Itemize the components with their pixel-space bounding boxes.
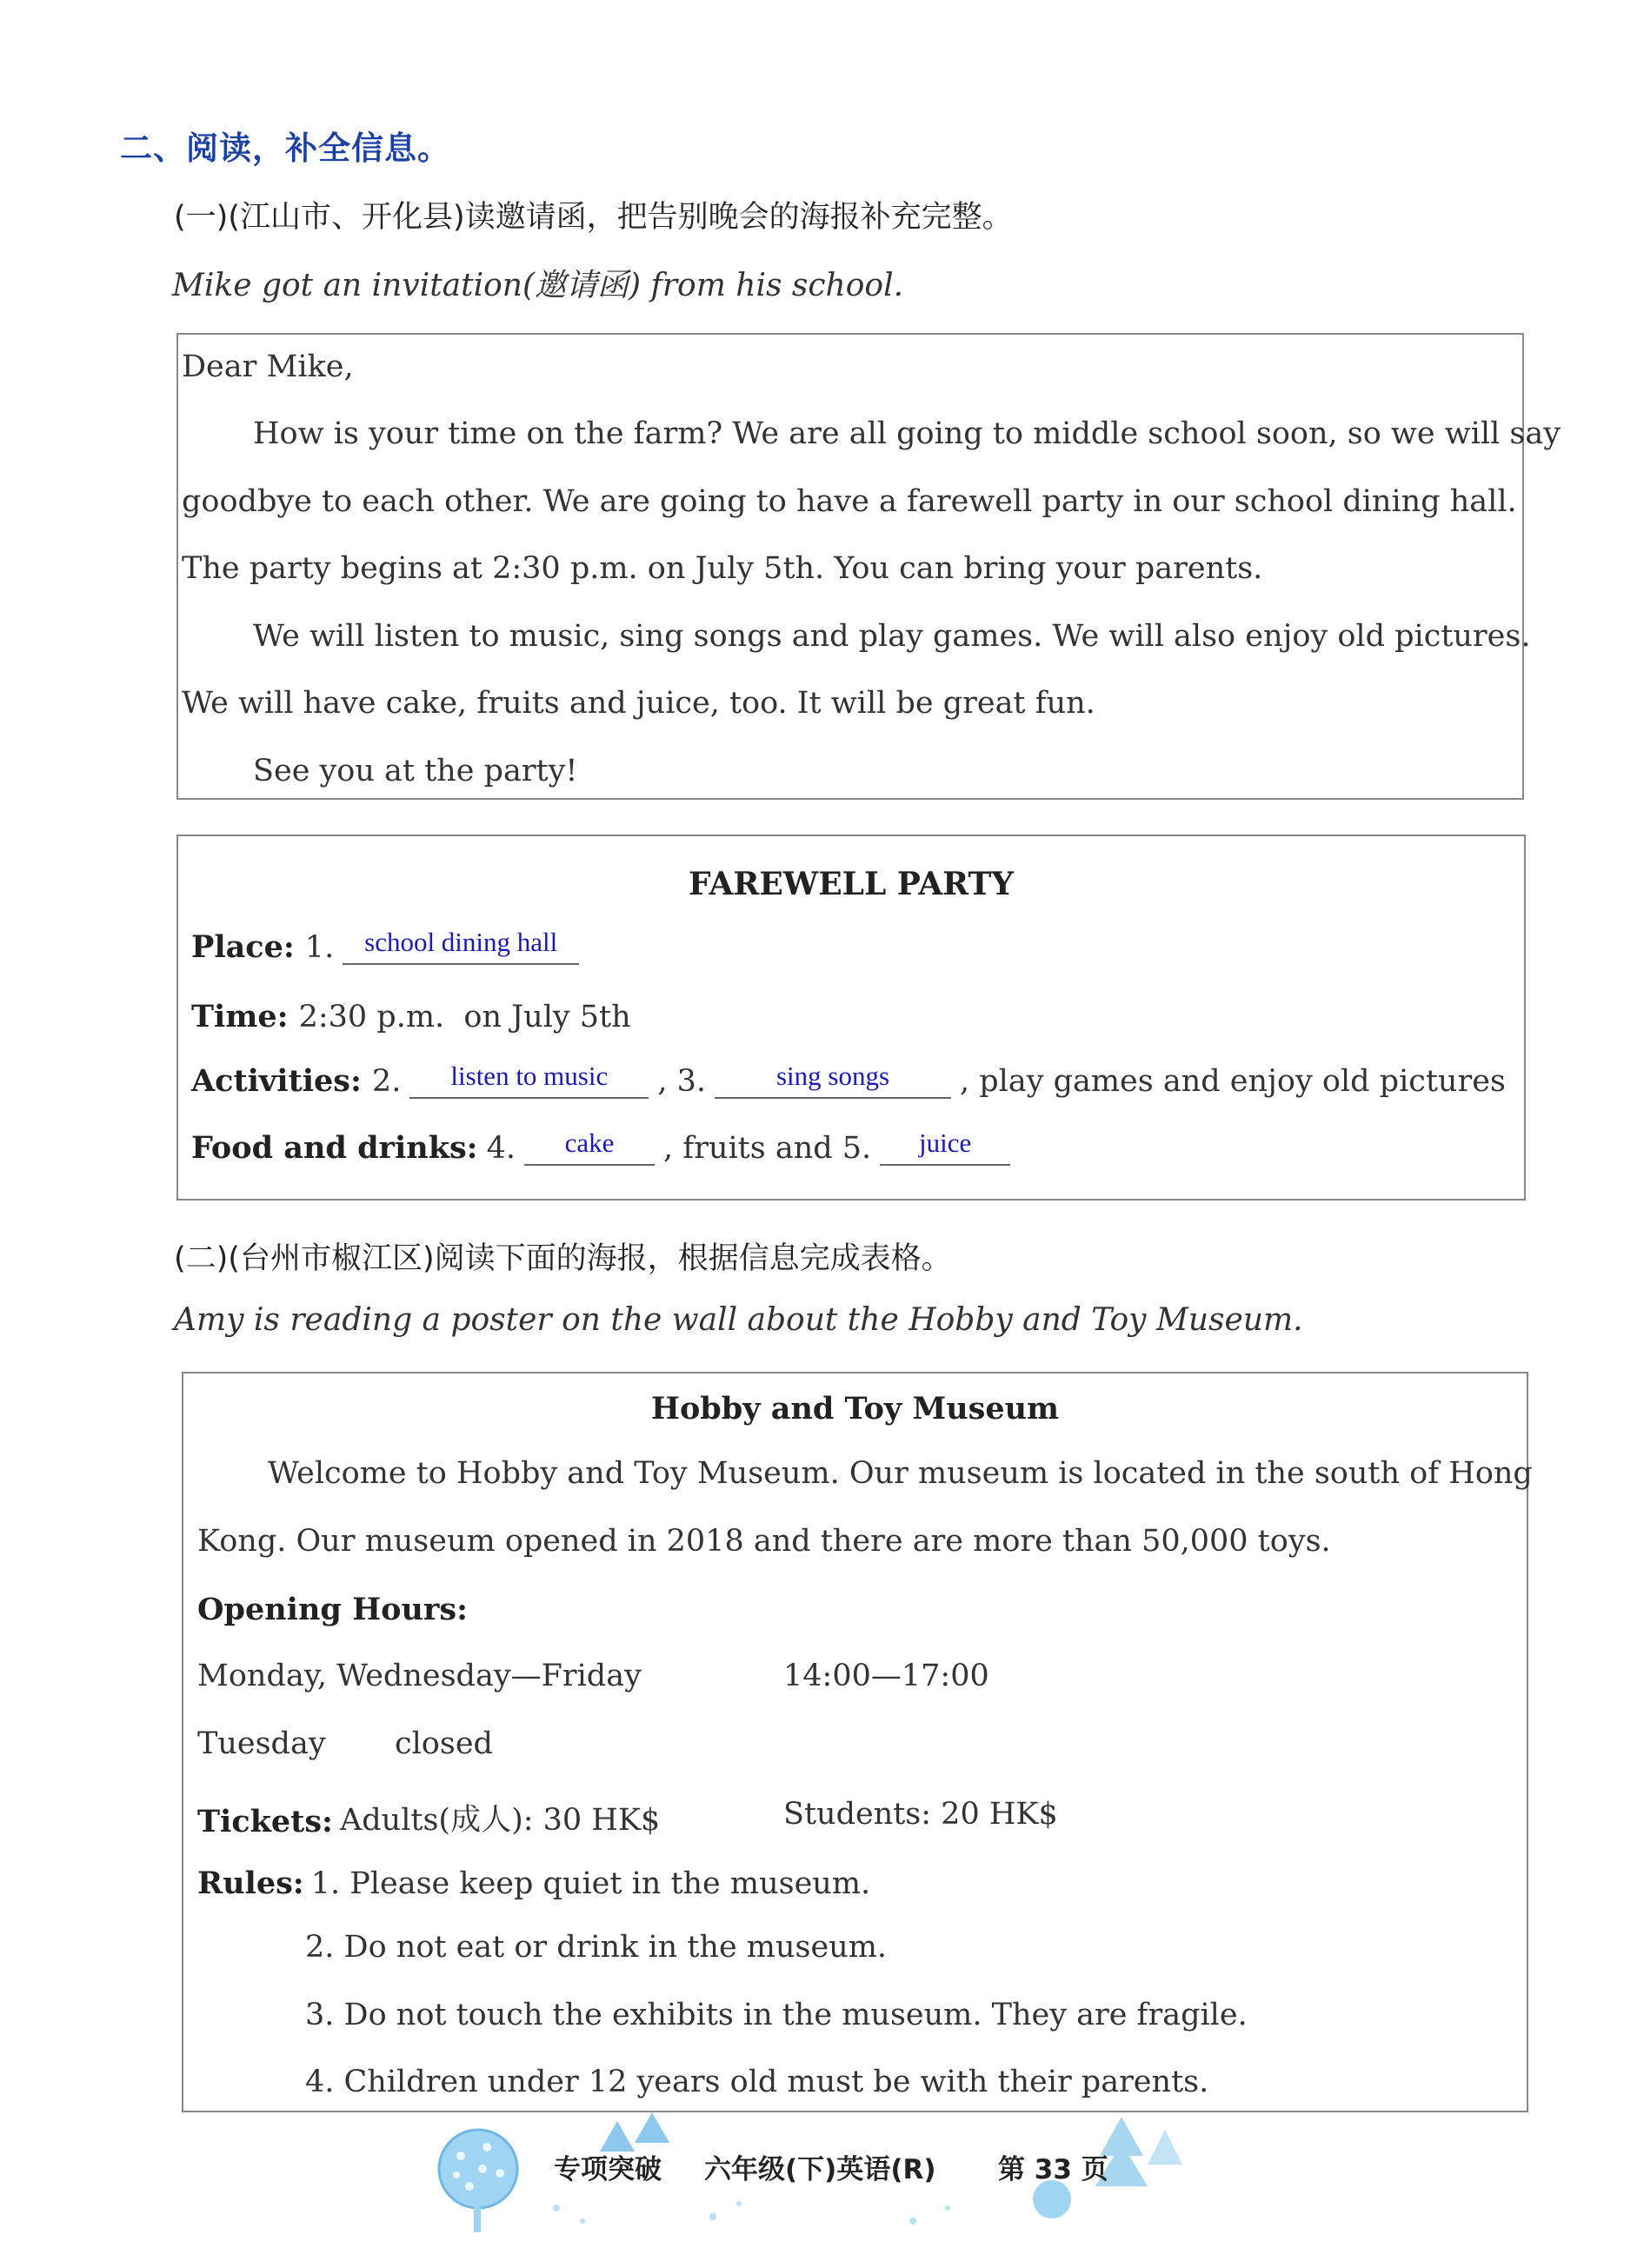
- activities-label: Activities:: [191, 1063, 362, 1099]
- hours-days-1: Monday, Wednesday—Friday: [197, 1659, 642, 1693]
- answer-3-field[interactable]: sing songs: [715, 1061, 951, 1099]
- letter-line: We will listen to music, sing songs and play games. We will also enjoy old pictures.: [253, 619, 1531, 654]
- time-value: 2:30 p.m. on July 5th: [298, 1000, 631, 1034]
- blank-number: 2.: [371, 1064, 402, 1099]
- blank-number: , fruits and 5.: [663, 1131, 872, 1166]
- answer-5-field[interactable]: juice: [880, 1127, 1010, 1166]
- blank-number: , 3.: [657, 1064, 706, 1099]
- hours-time-1: 14:00—17:00: [783, 1659, 989, 1693]
- rules-label: Rules:: [197, 1866, 304, 1901]
- time-label: Time:: [191, 999, 289, 1034]
- hours-time-2: closed: [395, 1726, 493, 1761]
- blank-number: 1.: [304, 930, 335, 965]
- letter-greeting: Dear Mike,: [182, 349, 354, 384]
- footer-page-number: 第 33 页: [998, 2154, 1108, 2185]
- invitation-letter-box: [176, 333, 1561, 800]
- answer-4-field[interactable]: cake: [524, 1127, 655, 1166]
- part1-instruction: (一)(江山市、开化县)读邀请函，把告别晚会的海报补充完整。: [174, 200, 1013, 235]
- rule-item: 4. Children under 12 years old must be with their parents.: [305, 2065, 1209, 2099]
- activities-rest: , play games and enjoy old pictures: [959, 1064, 1506, 1099]
- food-label: Food and drinks:: [191, 1130, 478, 1166]
- hours-days-2: Tuesday: [197, 1726, 326, 1761]
- rules-row: [197, 1866, 870, 1901]
- footer-series: 专项突破: [554, 2154, 662, 2185]
- tickets-row: [197, 1796, 660, 1839]
- part1-intro: Mike got an invitation(邀请函) from his school.: [172, 268, 904, 303]
- tickets-label: Tickets:: [197, 1804, 333, 1839]
- footer-grade: 六年级(下)英语(R): [704, 2154, 936, 2185]
- letter-line: See you at the party!: [253, 754, 578, 788]
- museum-poster: [182, 1372, 1533, 2112]
- museum-paragraph-line: Kong. Our museum opened in 2018 and there are more than 50,000 toys.: [197, 1524, 1331, 1559]
- activities-row: [191, 1061, 1506, 1099]
- letter-line: The party begins at 2:30 p.m. on July 5th. You can bring your parents.: [182, 551, 1263, 586]
- farewell-party-poster: [176, 835, 1526, 1201]
- tickets-students: Students: 20 HK$: [783, 1797, 1058, 1832]
- museum-title: Hobby and Toy Museum: [650, 1391, 1060, 1427]
- letter-line: We will have cake, fruits and juice, too. It will be great fun.: [182, 686, 1095, 721]
- section-heading: 二、阅读，补全信息。: [120, 130, 450, 167]
- letter-line: How is your time on the farm? We are all going to middle school soon, so we will say: [253, 416, 1561, 451]
- rule-item: 1. Please keep quiet in the museum.: [310, 1866, 871, 1901]
- place-label: Place:: [191, 929, 295, 965]
- answer-2-field[interactable]: listen to music: [409, 1061, 649, 1099]
- answer-1-field[interactable]: school dining hall: [343, 927, 579, 965]
- letter-line: goodbye to each other. We are going to have a farewell party in our school dining hall.: [182, 484, 1517, 519]
- poster-title: FAREWELL PARTY: [689, 866, 1014, 902]
- rule-item: 3. Do not touch the exhibits in the museum. They are fragile.: [305, 1998, 1248, 2032]
- museum-paragraph-line: Welcome to Hobby and Toy Museum. Our museum is located in the south of Hong: [268, 1456, 1533, 1491]
- time-row: [191, 999, 631, 1034]
- opening-hours-label: Opening Hours:: [197, 1592, 469, 1627]
- tickets-adults: Adults(成人): 30 HK$: [339, 1803, 661, 1838]
- blank-number: 4.: [486, 1131, 516, 1166]
- part2-intro: Amy is reading a poster on the wall about the Hobby and Toy Museum.: [174, 1302, 1303, 1338]
- rule-item: 2. Do not eat or drink in the museum.: [305, 1930, 888, 1965]
- part2-instruction: (二)(台州市椒江区)阅读下面的海报，根据信息完成表格。: [174, 1241, 952, 1276]
- food-row: [191, 1127, 1019, 1166]
- place-row: [191, 927, 588, 965]
